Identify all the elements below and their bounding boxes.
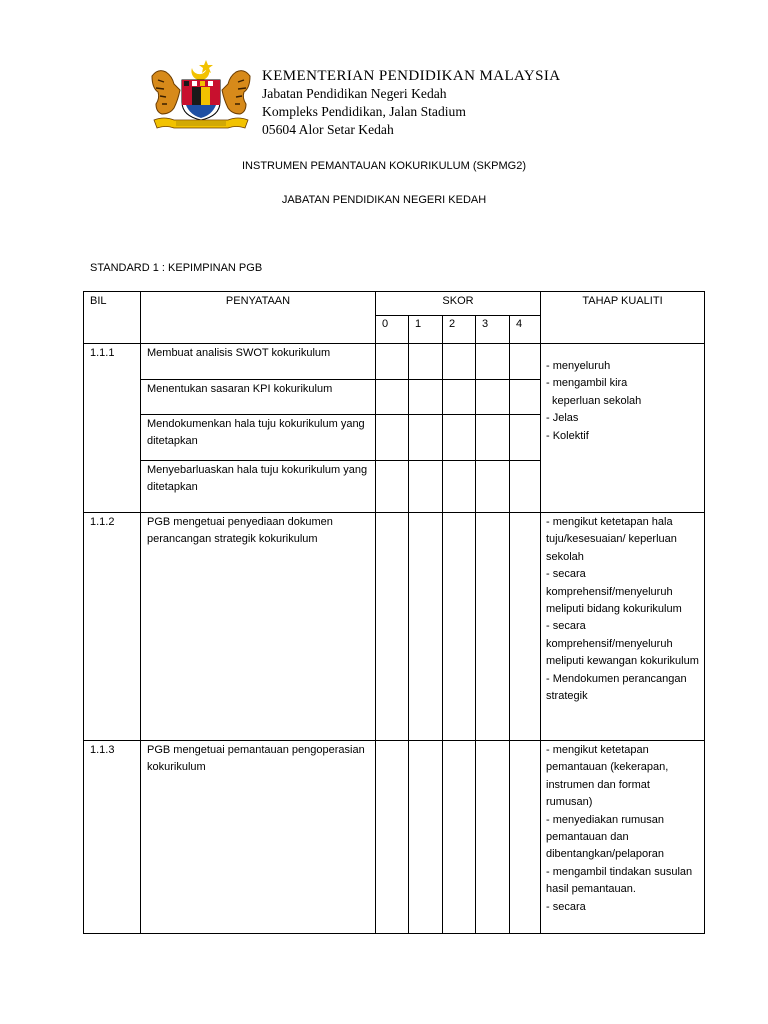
score-cell[interactable] (510, 344, 541, 380)
quality-111-line: - Jelas (546, 412, 579, 425)
score-cell[interactable] (376, 461, 409, 513)
score-cell[interactable] (443, 461, 476, 513)
score-cell[interactable] (443, 513, 476, 741)
row-number-112: 1.1.2 (84, 513, 141, 741)
score-cell[interactable] (376, 741, 409, 934)
header-skor: SKOR (376, 292, 541, 316)
assessment-table (83, 291, 705, 934)
row-number-113: 1.1.3 (84, 741, 141, 934)
quality-111 (541, 344, 705, 513)
score-header-2: 2 (443, 316, 476, 344)
quality-113-line: - menyediakan rumusan pemantauan dan dibentangkan/pelaporan (546, 813, 665, 861)
score-cell[interactable] (409, 461, 443, 513)
score-cell[interactable] (476, 741, 510, 934)
address-line-1: Kompleks Pendidikan, Jalan Stadium (262, 104, 466, 119)
score-cell[interactable] (409, 344, 443, 380)
score-cell[interactable] (476, 380, 510, 415)
score-cell[interactable] (510, 380, 541, 415)
quality-113-line: - secara (546, 900, 586, 913)
score-cell[interactable] (376, 415, 409, 461)
score-cell[interactable] (476, 344, 510, 380)
score-cell[interactable] (476, 461, 510, 513)
coat-of-arms-icon (148, 58, 254, 132)
score-cell[interactable] (510, 461, 541, 513)
statement-111-3: Mendokumenkan hala tuju kokurikulum yang ditetapkan (141, 415, 376, 461)
quality-111-line: keperluan sekolah (552, 394, 642, 407)
score-cell[interactable] (510, 741, 541, 934)
header-tahap-kualiti: TAHAP KUALITI (541, 292, 705, 344)
quality-112-line: - secara komprehensif/menyeluruh meliputi bidang kokurikulum (546, 568, 682, 616)
score-cell[interactable] (376, 380, 409, 415)
row-number-111: 1.1.1 (84, 344, 141, 513)
score-cell[interactable] (409, 513, 443, 741)
quality-112-line: - mengikut ketetapan hala tuju/kesesuaian/ keperluan sekolah (546, 516, 677, 563)
quality-113-line: - mengambil tindakan susulan hasil pemantauan. (546, 865, 693, 896)
statement-111-1: Membuat analisis SWOT kokurikulum (141, 344, 376, 380)
letterhead (262, 67, 561, 139)
score-cell[interactable] (376, 513, 409, 741)
score-cell[interactable] (376, 344, 409, 380)
score-cell[interactable] (409, 741, 443, 934)
score-cell[interactable] (409, 380, 443, 415)
score-header-0: 0 (376, 316, 409, 344)
quality-111-line: - menyeluruh (546, 360, 611, 372)
header-bil: BIL (84, 292, 141, 344)
score-cell[interactable] (443, 344, 476, 380)
quality-112 (541, 513, 705, 741)
score-header-3: 3 (476, 316, 510, 344)
score-cell[interactable] (510, 513, 541, 741)
statement-111-2: Menentukan sasaran KPI kokurikulum (141, 380, 376, 415)
score-cell[interactable] (476, 415, 510, 461)
score-cell[interactable] (443, 741, 476, 934)
score-cell[interactable] (476, 513, 510, 741)
quality-111-line: - mengambil kira (546, 377, 628, 390)
ministry-name: KEMENTERIAN PENDIDIKAN MALAYSIA (262, 68, 561, 84)
quality-112-line: - Mendokumen perancangan strategik (546, 672, 687, 703)
quality-112-line: - secara komprehensif/menyeluruh meliputi kewangan kokurikulum (546, 620, 699, 668)
document-title: INSTRUMEN PEMANTAUAN KOKURIKULUM (SKPMG2) (242, 160, 526, 172)
quality-113-line: - mengikut ketetapan pemantauan (kekerapan, instrumen dan format rumusan) (546, 744, 669, 809)
department-name: Jabatan Pendidikan Negeri Kedah (262, 86, 447, 101)
standard-heading: STANDARD 1 : KEPIMPINAN PGB (90, 262, 263, 274)
score-cell[interactable] (510, 415, 541, 461)
statement-111-4: Menyebarluaskan hala tuju kokurikulum yang ditetapkan (141, 461, 376, 513)
statement-112: PGB mengetuai penyediaan dokumen perancangan strategik kokurikulum (141, 513, 376, 741)
score-cell[interactable] (443, 380, 476, 415)
quality-111-line: - Kolektif (546, 429, 589, 442)
score-header-1: 1 (409, 316, 443, 344)
statement-113: PGB mengetuai pemantauan pengoperasian kokurikulum (141, 741, 376, 934)
score-cell[interactable] (409, 415, 443, 461)
score-header-4: 4 (510, 316, 541, 344)
document-subtitle: JABATAN PENDIDIKAN NEGERI KEDAH (281, 194, 487, 206)
quality-113 (541, 741, 705, 934)
address-line-2: 05604 Alor Setar Kedah (262, 122, 394, 137)
header-penyataan: PENYATAAN (141, 292, 376, 344)
score-cell[interactable] (443, 415, 476, 461)
